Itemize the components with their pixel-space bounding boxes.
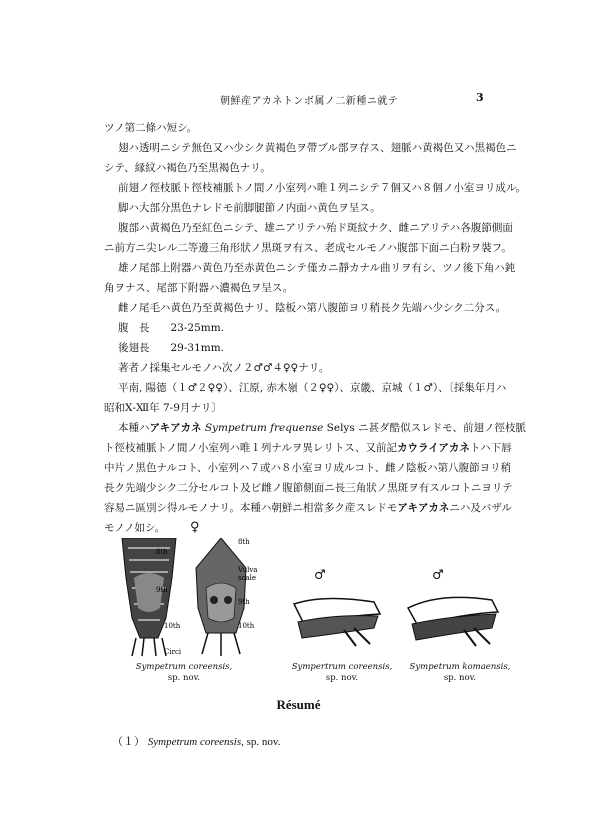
text-line <box>104 338 534 358</box>
running-header <box>0 92 597 108</box>
text-segment: ニハ及バザル <box>449 502 512 514</box>
header-title: 朝鮮産アカネトンボ属ノ二新種ニ就テ <box>220 96 399 107</box>
text-segment: 本種ハ <box>118 422 150 434</box>
text-line <box>104 178 534 198</box>
text-segment: 長ク先端少シク二分セルコト及ビ雌ノ腹節側面ニ長三角狀ノ黒斑ヲ有スルコトニヨリテ <box>104 482 513 494</box>
female-symbol: ♀ <box>190 520 200 535</box>
text-line <box>104 118 534 138</box>
text-segment: ト徑枝補脈トノ間ノ小室列ハ唯１列ナルヲ異レリトス、又前記 <box>104 442 398 454</box>
text-segment: 角ヲナス、尾部下附器ハ濃褐色ヲ呈ス。 <box>104 282 294 294</box>
label-9th-right: 9th <box>238 598 250 606</box>
species-name: Sympetrum coreensis, <box>147 736 244 748</box>
species-number: （１） <box>112 736 145 748</box>
male-appendage-figure-1 <box>284 584 394 654</box>
body-text <box>104 118 534 538</box>
text-segment: ツノ第二條ハ短シ。 <box>104 122 198 134</box>
text-segment: 後翅長 29-31mm. <box>118 342 225 354</box>
figure-group <box>104 520 534 700</box>
species-suffix: sp. nov. <box>246 736 281 748</box>
label-vulva: Vulva <box>238 566 258 574</box>
text-segment: 雌ノ尾毛ハ黄色乃至黄褐色ナリ、陰板ハ第八腹節ヨリ稍長ク先端ハ少シク二分ス。 <box>118 302 507 314</box>
text-segment: アキアカネ <box>397 502 450 514</box>
text-line <box>104 298 534 318</box>
text-segment: Sympetrum frequense <box>204 422 324 434</box>
text-line <box>104 258 534 278</box>
text-segment: シテ、縁紋ハ褐色乃至黒褐色ナリ。 <box>104 162 271 174</box>
label-9th-left: 9th <box>156 586 168 594</box>
text-segment: 著者ノ採集セルモノハ次ノ２♂♂４♀♀ナリ。 <box>118 362 330 374</box>
text-segment: ニ前方ニ尖レル二等邊三角形狀ノ黒斑ヲ有ス、老成セルモノハ腹部下面ニ白粉ヲ裝フ。 <box>104 242 512 254</box>
text-line <box>104 138 534 158</box>
text-line <box>104 378 534 398</box>
label-8th-right: 8th <box>238 538 250 546</box>
text-line <box>104 158 534 178</box>
text-line <box>104 438 534 458</box>
species-entry <box>112 733 280 749</box>
text-segment: 翅ハ透明ニシテ無色又ハ少シク黄褐色ヲ帶ブル部ヲ存ス、翅脈ハ黄褐色又ハ黒褐色ニ <box>118 142 517 154</box>
text-line <box>104 398 534 418</box>
figure-caption-3: Sympetrum komaensis, sp. nov. <box>409 662 511 683</box>
text-segment: モノノ如シ。 <box>104 522 166 534</box>
resume-heading: Résumé <box>276 697 321 712</box>
label-circi: Circi <box>164 648 182 656</box>
text-segment: 中片ノ黒色ナルコト、小室列ハ７或ハ８小室ヨリ成ルコト、雌ノ陰板ハ第八腹節ヨリ稍 <box>104 462 512 474</box>
text-line <box>104 458 534 478</box>
text-line <box>104 478 534 498</box>
text-segment: 腹部ハ黄褐色乃至紅色ニシテ、雄ニアリテハ殆ド斑紋ナク、雌ニアリテハ各腹節側面 <box>118 222 513 234</box>
label-10th-right: 10th <box>238 622 255 630</box>
label-scale: scale <box>238 574 257 582</box>
male-symbol-1: ♂ <box>314 568 326 583</box>
female-figure-labels <box>104 520 284 670</box>
text-line <box>104 238 534 258</box>
text-line <box>104 278 534 298</box>
text-segment: 脚ハ大部分黒色ナレドモ前脚腿節ノ内面ハ黄色ヲ呈ス。 <box>118 202 381 214</box>
male-symbol-2: ♂ <box>432 568 444 583</box>
label-8th-left: 8th <box>156 548 168 556</box>
text-segment: アキアカネ <box>149 422 202 434</box>
label-10th-left: 10th <box>164 622 181 630</box>
text-line <box>104 198 534 218</box>
male-appendage-figure-2 <box>400 584 510 654</box>
text-segment: 容易ニ區別シ得ルモノナリ。本種ハ朝鮮ニ相當多ク産スレドモ <box>104 502 398 514</box>
figure-caption-1: Sympetrum coreensis, sp. nov. <box>135 662 233 683</box>
text-line <box>104 218 534 238</box>
page-number: 3 <box>476 91 484 104</box>
text-line <box>104 318 534 338</box>
text-segment: 雄ノ尾部上附器ハ黄色乃至赤黄色ニシテ僅カニ靜カナル曲リヲ有シ、ツノ後下角ハ鈍 <box>118 262 516 274</box>
text-segment: トハ下唇 <box>469 442 512 454</box>
text-line <box>104 498 534 518</box>
text-segment: 前翅ノ徑枝脈ト徑枝補脈トノ間ノ小室列ハ唯１列ニシテ７個又ハ８個ノ小室ヨリ成ル。 <box>118 182 527 194</box>
text-segment: 平南, 陽德（１♂２♀♀）、江原, 赤木嶺（２♀♀）、京畿、京城（１♂）、〔採集年月ハ <box>118 382 507 394</box>
text-segment: 昭和Ⅹ-Ⅻ年 7-9月ナリ〕 <box>104 402 222 414</box>
text-line <box>104 418 534 438</box>
text-line <box>104 358 534 378</box>
text-segment: Selys ニ甚ダ酷似スレドモ、前翅ノ徑枝脈 <box>323 422 526 434</box>
text-segment: カウライアカネ <box>397 442 470 454</box>
figure-caption-2: Sympertrum coreensis, sp. nov. <box>291 662 393 683</box>
text-segment: 腹 長 23-25mm. <box>118 322 225 334</box>
